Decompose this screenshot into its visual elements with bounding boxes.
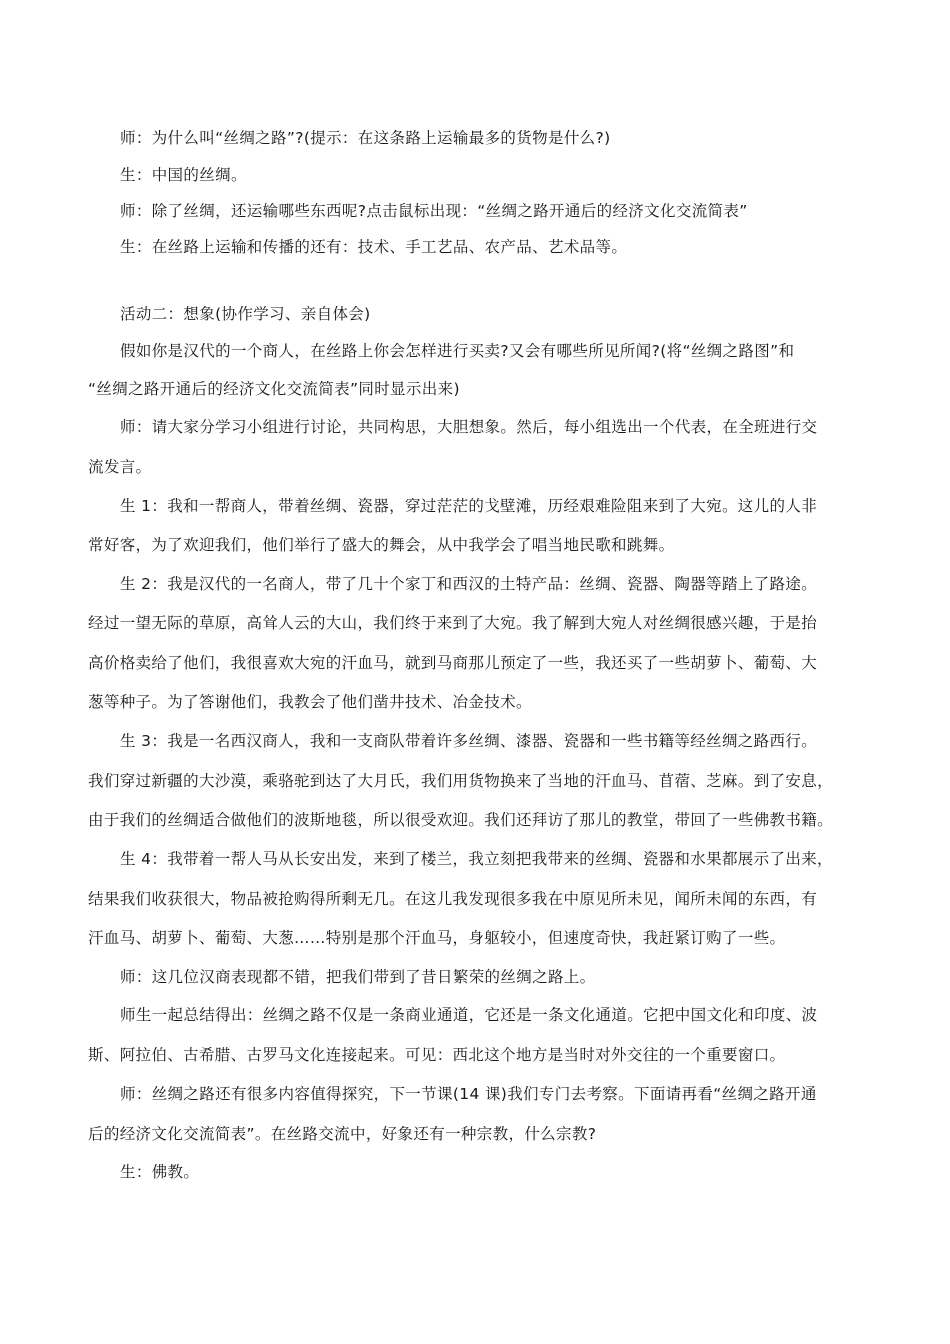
text-line-student-reply: 生：在丝路上运输和传播的还有：技术、手工艺品、农产品、艺术品等。: [120, 238, 628, 256]
text-line-teacher-question: 师：为什么叫“丝绸之路”?(提示：在这条路上运输最多的货物是什么?): [120, 129, 611, 147]
text-line-student2-1: 生 2：我是汉代的一名商人，带了几十个家丁和西汉的土特产品：丝绸、瓷器、陶器等踏上了路途。: [120, 575, 818, 593]
text-line-discussion-1: 师：请大家分学习小组进行讨论，共同构思，大胆想象。然后，每小组选出一个代表，在全班进行交: [120, 418, 818, 436]
text-line-student4-3: 汗血马、胡萝卜、葡萄、大葱……特别是那个汗血马，身躯较小，但速度奇快，我赶紧订购了一些。: [88, 929, 786, 947]
text-line-discussion-2: 流发言。: [88, 458, 152, 476]
text-line-student4-1: 生 4：我带着一帮人马从长安出发，来到了楼兰，我立刻把我带来的丝绸、瓷器和水果都展示了出来，: [120, 850, 833, 868]
text-line-student1-1: 生 1：我和一帮商人，带着丝绸、瓷器，穿过茫茫的戈壁滩，历经艰难险阻来到了大宛。这儿的人非: [120, 497, 818, 515]
text-line-student3-2: 我们穿过新疆的大沙漠，乘骆驼到达了大月氏，我们用货物换来了当地的汗血马、苜蓿、芝麻。到了安息，: [88, 772, 833, 790]
text-line-prompt-2: “丝绸之路开通后的经济文化交流简表”同时显示出来): [88, 380, 460, 398]
text-line-summary-1: 师生一起总结得出：丝绸之路不仅是一条商业通道，它还是一条文化通道。它把中国文化和印度、波: [120, 1006, 818, 1024]
text-line-student1-2: 常好客，为了欢迎我们，他们举行了盛大的舞会，从中我学会了唱当地民歌和跳舞。: [88, 536, 675, 554]
text-line-student2-4: 葱等种子。为了答谢他们，我教会了他们凿井技术、冶金技术。: [88, 693, 532, 711]
text-line-student2-3: 高价格卖给了他们，我很喜欢大宛的汗血马，就到马商那儿预定了一些，我还买了一些胡萝卜、葡萄、大: [88, 654, 818, 672]
text-line-teacher-next-1: 师：丝绸之路还有很多内容值得探究，下一节课(14 课)我们专门去考察。下面请再看“丝绸之路开通: [120, 1085, 817, 1103]
text-line-teacher-comment: 师：这几位汉商表现都不错，把我们带到了昔日繁荣的丝绸之路上。: [120, 968, 596, 986]
activity-heading: 活动二：想象(协作学习、亲自体会): [120, 305, 371, 323]
text-line-teacher-next-2: 后的经济文化交流简表”。在丝路交流中，好象还有一种宗教，什么宗教?: [88, 1125, 597, 1143]
text-line-student2-2: 经过一望无际的草原，高耸人云的大山，我们终于来到了大宛。我了解到大宛人对丝绸很感兴趣，于是抬: [88, 614, 818, 632]
text-line-student4-2: 结果我们收获很大，物品被抢购得所剩无几。在这儿我发现很多我在中原见所未见，闻所未闻的东西，有: [88, 890, 818, 908]
text-line-student-final: 生：佛教。: [120, 1163, 200, 1181]
text-line-student-answer: 生：中国的丝绸。: [120, 166, 247, 184]
text-line-summary-2: 斯、阿拉伯、古希腊、古罗马文化连接起来。可见：西北这个地方是当时对外交往的一个重要窗口。: [88, 1046, 786, 1064]
text-line-prompt-1: 假如你是汉代的一个商人，在丝路上你会怎样进行买卖?又会有哪些所见所闻?(将“丝绸之路图”和: [120, 342, 795, 360]
text-line-student3-3: 由于我们的丝绸适合做他们的波斯地毯，所以很受欢迎。我们还拜访了那儿的教堂，带回了一些佛教书籍。: [88, 811, 833, 829]
text-line-teacher-followup: 师：除了丝绸，还运输哪些东西呢?点击鼠标出现：“丝绸之路开通后的经济文化交流简表”: [120, 202, 748, 220]
text-line-student3-1: 生 3：我是一名西汉商人，我和一支商队带着许多丝绸、漆器、瓷器和一些书籍等经丝绸之路西行。: [120, 732, 818, 750]
